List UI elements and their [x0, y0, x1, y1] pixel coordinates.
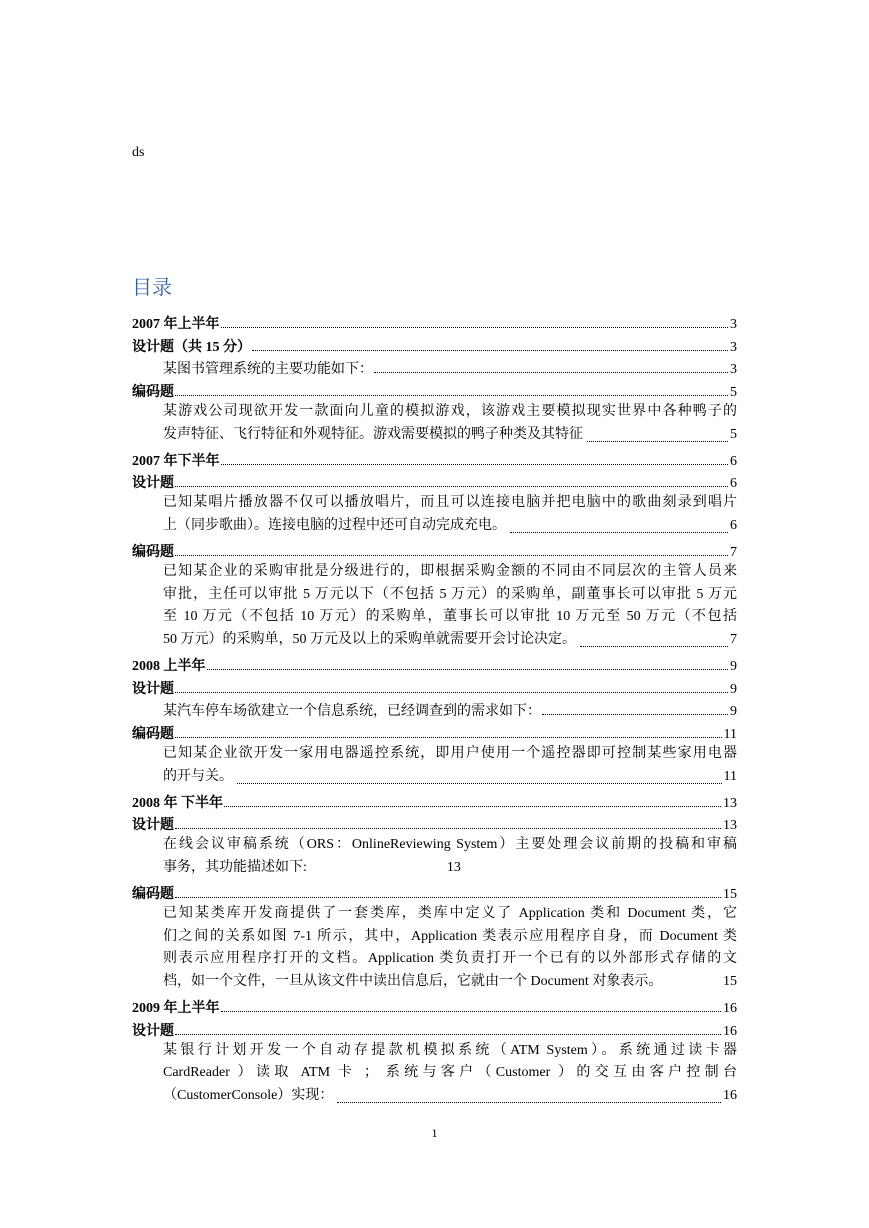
toc-page-number: 5	[730, 426, 737, 442]
toc-entry[interactable]	[132, 812, 737, 835]
toc-entry-line: 已知某企业欲开发一家用电器遥控系统，即用户使用一个遥控器即可控制某些家用电器	[163, 746, 737, 762]
toc-entry-line	[163, 424, 737, 447]
toc-entry-text: 2008 年 下半年	[132, 795, 223, 811]
toc-entry-text: 2008 上半年	[132, 658, 206, 674]
toc-leader-dots	[175, 692, 728, 693]
toc-page-number: 3	[730, 339, 737, 355]
toc-entry[interactable]	[132, 356, 737, 379]
toc-entry-line: 已知某唱片播放器不仅可以播放唱片，而且可以连接电脑并把电脑中的歌曲刻录到唱片	[163, 495, 737, 511]
toc-entry-line	[163, 515, 737, 538]
header-text: ds	[132, 145, 145, 160]
toc-leader-dots	[252, 350, 728, 351]
toc-entry[interactable]	[132, 378, 737, 401]
toc-page-number: 13	[723, 795, 737, 811]
toc-entry[interactable]	[132, 333, 737, 356]
toc-page-number: 7	[730, 632, 737, 648]
toc-entry-text: 2009 年上半年	[132, 1000, 220, 1016]
toc-leader-dots	[221, 464, 729, 465]
toc-page-number: 16	[723, 1000, 737, 1016]
toc-entry-text: 编码题	[132, 727, 174, 743]
toc-leader-dots	[175, 1034, 721, 1035]
toc-entry-text: 2007 年上半年	[132, 316, 220, 332]
toc-entry-text: 设计题	[132, 476, 174, 492]
toc-entry-line: 某银行计划开发一个自动存提款机模拟系统（ATM System）。系统通过读卡器	[163, 1042, 737, 1058]
toc-entry-text: 设计题	[132, 818, 174, 834]
toc-entry-text: 设计题	[132, 1023, 174, 1039]
toc-entry-text: 编码题	[132, 886, 174, 902]
toc-page-number: 11	[723, 727, 737, 743]
toc-entry-text: 发声特征、飞行特征和外观特征。游戏需要模拟的鸭子种类及其特征	[163, 426, 583, 442]
table-of-contents	[132, 310, 737, 1108]
toc-entry-line: 某游戏公司现欲开发一款面向儿童的模拟游戏，该游戏主要模拟现实世界中各种鸭子的	[163, 404, 737, 420]
toc-page-number: 15	[723, 886, 737, 902]
toc-entry[interactable]	[132, 903, 737, 994]
toc-entry[interactable]	[132, 470, 737, 493]
toc-leader-dots	[337, 1102, 721, 1103]
toc-entry-line: 们之间的关系如图 7-1 所示，其中，Application 类表示应用程序自身，而 Document 类	[163, 928, 737, 944]
toc-entry-text: 2007 年下半年	[132, 453, 220, 469]
toc-entry-line: CardReader ）读取 ATM 卡 ； 系统与客户（Customer ）的交互由客户控制台	[163, 1065, 737, 1081]
toc-page-number: 9	[730, 681, 737, 697]
toc-entry[interactable]	[132, 652, 737, 675]
toc-page-number: 6	[730, 476, 737, 492]
toc-entry[interactable]	[132, 720, 737, 743]
toc-leader-dots	[175, 737, 722, 738]
toc-page-number: 5	[730, 385, 737, 401]
toc-entry-text: 某图书管理系统的主要功能如下：	[163, 362, 373, 378]
toc-entry-line: 已知某企业的采购审批是分级进行的，即根据采购金额的不同由不同层次的主管人员来	[163, 563, 737, 579]
toc-entry[interactable]	[132, 698, 737, 721]
page-number: 1	[431, 1126, 438, 1140]
toc-leader-dots	[510, 532, 728, 533]
toc-entry-text: 设计题	[132, 681, 174, 697]
toc-page-number: 3	[730, 362, 737, 378]
toc-page-number: 11	[723, 768, 737, 784]
toc-entry[interactable]	[132, 447, 737, 470]
toc-entry[interactable]	[132, 675, 737, 698]
toc-entry[interactable]	[132, 994, 737, 1017]
toc-entry-line: 至 10 万元（不包括 10 万元）的采购单，董事长可以审批 10 万元至 50 万元（不包括	[163, 609, 737, 625]
toc-entry[interactable]	[132, 538, 737, 561]
toc-leader-dots	[237, 783, 722, 784]
toc-entry-text: 档，如一个文件，一旦从该文件中读出信息后，它就由一个 Document 对象表示。	[163, 974, 663, 990]
toc-leader-dots	[224, 806, 721, 807]
toc-entry[interactable]	[132, 743, 737, 789]
toc-entry[interactable]	[132, 1017, 737, 1040]
toc-entry-text: 编码题	[132, 385, 174, 401]
toc-leader-dots	[175, 555, 728, 556]
toc-entry-line: 已知某类库开发商提供了一套类库，类库中定义了 Application 类和 Document 类，它	[163, 905, 737, 921]
toc-entry-line	[163, 1085, 737, 1108]
toc-leader-dots	[542, 714, 728, 715]
toc-leader-dots	[175, 486, 728, 487]
toc-entry[interactable]	[132, 1040, 737, 1108]
toc-entry[interactable]	[132, 561, 737, 652]
toc-entry[interactable]	[132, 401, 737, 447]
toc-leader-dots	[207, 669, 729, 670]
toc-leader-dots	[580, 646, 728, 647]
toc-entry-line	[163, 971, 737, 994]
toc-entry-text: （CustomerConsole）实现：	[163, 1088, 334, 1104]
toc-leader-dots	[374, 372, 728, 373]
toc-entry-text: 事务，其功能描述如下:	[163, 860, 307, 876]
toc-page-number: 13	[723, 818, 737, 834]
toc-entry-text: 上（同步歌曲）。连接电脑的过程中还可自动完成充电。	[163, 518, 506, 534]
toc-entry[interactable]	[132, 789, 737, 812]
toc-leader-dots	[221, 1011, 722, 1012]
toc-leader-dots	[175, 828, 721, 829]
toc-leader-dots	[221, 327, 729, 328]
toc-entry-text: 某汽车停车场欲建立一个信息系统，已经调查到的需求如下：	[163, 704, 541, 720]
toc-entry-text: 设计题（共 15 分）	[132, 339, 251, 355]
toc-entry-line: 则表示应用程序打开的文档。Application 类负责打开一个已有的以外部形式存储的文	[163, 951, 737, 967]
toc-page-number: 13	[446, 860, 461, 876]
toc-page-number: 16	[723, 1023, 737, 1039]
toc-page-number: 9	[730, 658, 737, 674]
toc-entry-line	[163, 857, 737, 880]
toc-page-number: 9	[730, 704, 737, 720]
toc-leader-dots	[175, 395, 728, 396]
toc-entry-text: 的开与关。	[163, 768, 233, 784]
toc-page-number: 15	[723, 974, 737, 990]
toc-page-number: 6	[730, 518, 737, 534]
toc-leader-dots	[175, 897, 721, 898]
toc-entry-line	[163, 766, 737, 789]
toc-entry[interactable]	[132, 880, 737, 903]
toc-leader-dots	[587, 441, 728, 442]
toc-page-number: 6	[730, 453, 737, 469]
toc-page-number: 16	[723, 1088, 737, 1104]
toc-entry-line	[163, 629, 737, 652]
toc-entry[interactable]	[132, 492, 737, 538]
toc-entry[interactable]	[132, 310, 737, 333]
toc-title: 目录	[132, 277, 172, 299]
toc-page-number: 7	[730, 544, 737, 560]
toc-entry-text: 编码题	[132, 544, 174, 560]
toc-entry-line: 在线会议审稿系统（ORS：OnlineReviewing System）主要处理会议前期的投稿和审稿	[163, 837, 737, 853]
toc-entry[interactable]	[132, 834, 737, 880]
toc-entry-line: 审批，主任可以审批 5 万元以下（不包括 5 万元）的采购单，副董事长可以审批 5 万元	[163, 586, 737, 602]
toc-entry-text: 50 万元）的采购单，50 万元及以上的采购单就需要开会讨论决定。	[163, 632, 576, 648]
toc-page-number: 3	[730, 316, 737, 332]
